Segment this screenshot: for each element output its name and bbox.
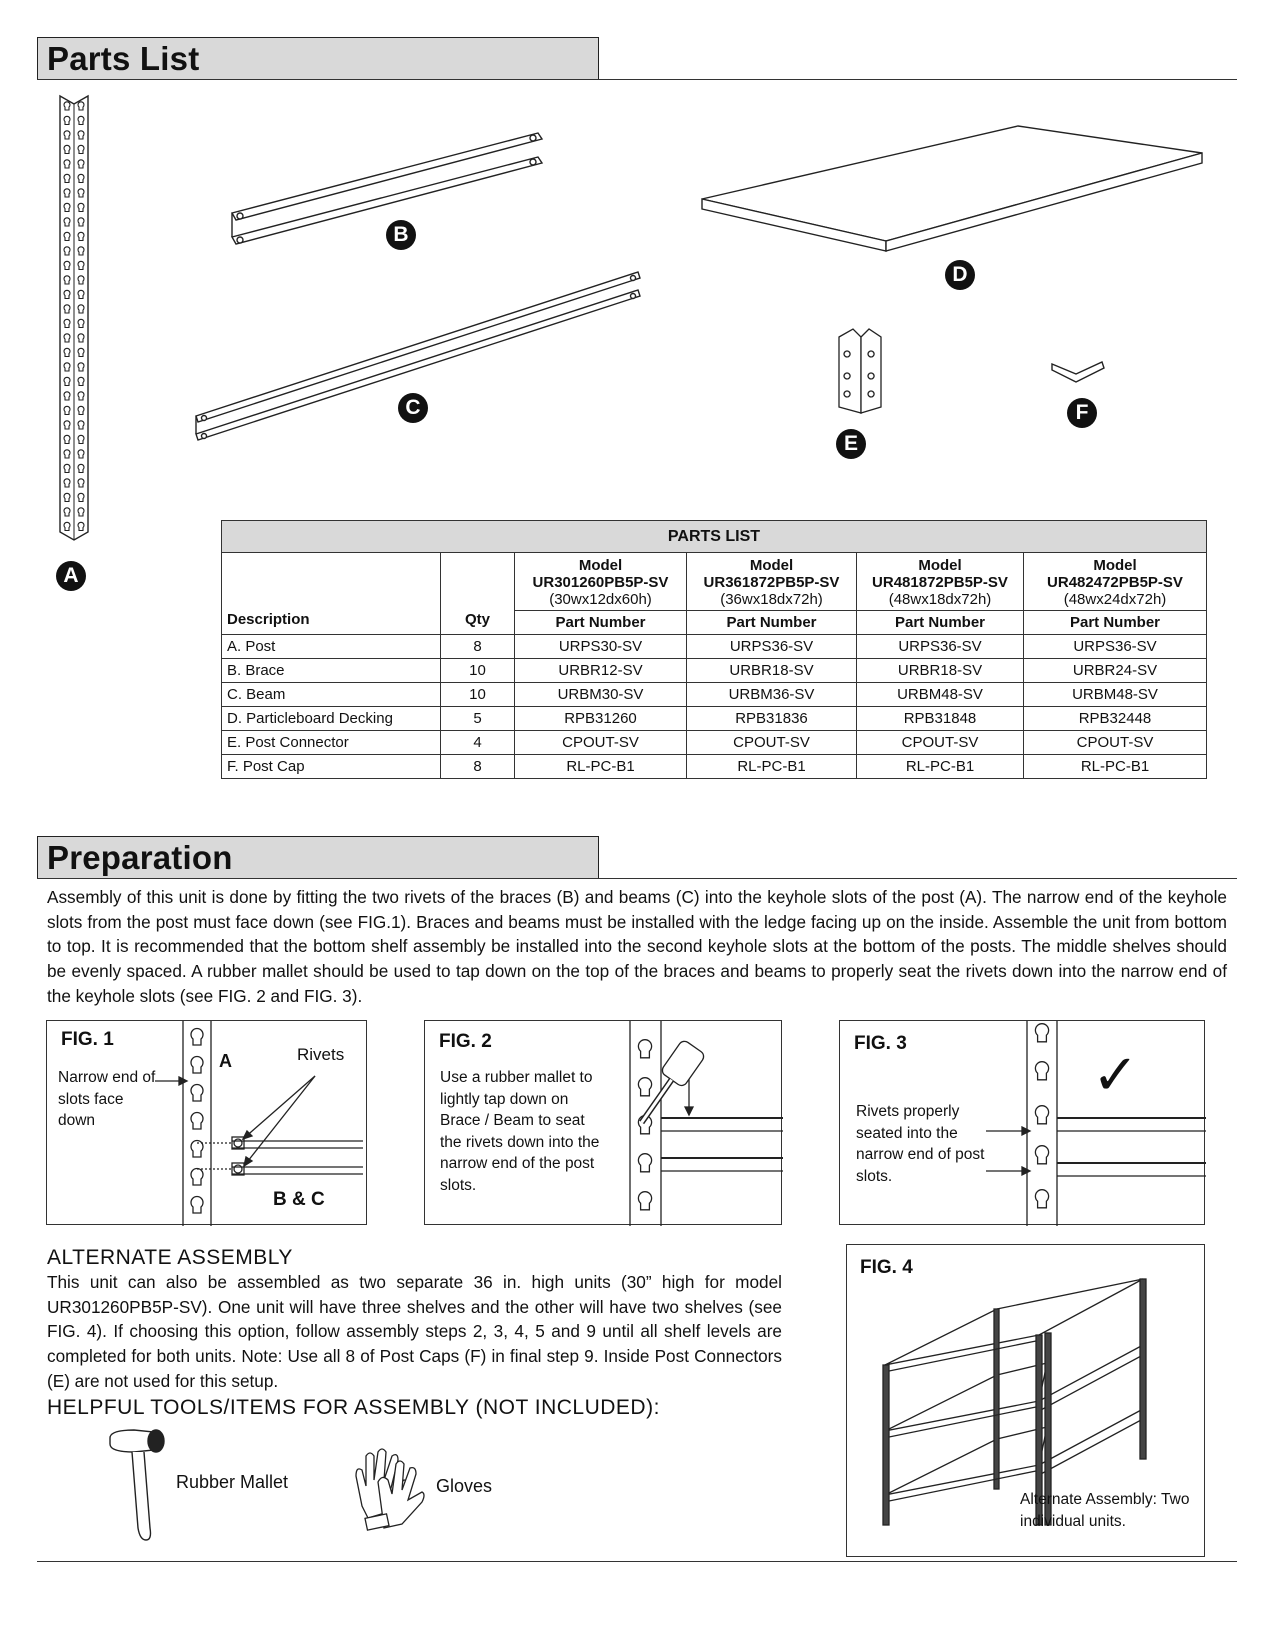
row-part-number: URBM30-SV xyxy=(515,683,687,707)
row-part-number: URBR24-SV xyxy=(1024,659,1207,683)
alternate-heading: ALTERNATE ASSEMBLY xyxy=(47,1246,293,1269)
row-description: C. Beam xyxy=(222,683,441,707)
row-part-number: URBM48-SV xyxy=(857,683,1024,707)
part-label-c: C xyxy=(398,393,428,423)
row-part-number: RL-PC-B1 xyxy=(1024,755,1207,779)
row-description: A. Post xyxy=(222,635,441,659)
keyhole-slot xyxy=(191,1029,203,1045)
fig-3 xyxy=(839,1020,1205,1225)
keyhole-slot xyxy=(1035,1062,1048,1080)
fig-2 xyxy=(424,1020,782,1225)
fig-1-label-a: A xyxy=(219,1051,232,1071)
row-part-number: URPS36-SV xyxy=(687,635,857,659)
row-part-number: RPB32448 xyxy=(1024,707,1207,731)
row-part-number: CPOUT-SV xyxy=(857,731,1024,755)
parts-table-title: PARTS LIST xyxy=(222,521,1207,553)
row-qty: 10 xyxy=(441,683,515,707)
part-number-header: Part Number xyxy=(857,611,1024,635)
row-description: B. Brace xyxy=(222,659,441,683)
keyhole-slot xyxy=(638,1078,651,1096)
row-part-number: RL-PC-B1 xyxy=(515,755,687,779)
keyhole-slot xyxy=(191,1113,203,1129)
alternate-body: This unit can also be assembled as two separate 36 in. high units (30” high for model UR301260PB5P-SV). One unit will have three shelves and the other will have two shelves (see FIG. 4). If choosing this option, follow assembly steps 2, 3, 4, 5 and 9 until all shelf levels are completed for both units. Note: Use all 8 of Post Caps (F) in final step 9. Inside Post Connectors (E) are not used for this setup. xyxy=(47,1272,782,1391)
model-header-4: Model UR482472PB5P-SV (48wx24dx72h) xyxy=(1024,553,1207,611)
parts-table-row xyxy=(222,659,1207,683)
parts-table-row xyxy=(222,635,1207,659)
parts-list-heading xyxy=(37,37,599,79)
parts-list-title: Parts List xyxy=(47,40,200,77)
part-label-f: F xyxy=(1067,398,1097,428)
parts-table-row xyxy=(222,707,1207,731)
part-number-header: Part Number xyxy=(687,611,857,635)
row-part-number: CPOUT-SV xyxy=(687,731,857,755)
footer-rule xyxy=(37,1561,1237,1562)
fig-4 xyxy=(846,1244,1205,1557)
model-header-3: Model UR481872PB5P-SV (48wx18dx72h) xyxy=(857,553,1024,611)
fig-3-text: Rivets properly seated into the narrow end of post slots. xyxy=(856,1103,985,1185)
fig-1-label-rivets: Rivets xyxy=(297,1045,345,1064)
fig-1 xyxy=(46,1020,367,1225)
part-number-header: Part Number xyxy=(1024,611,1207,635)
fig-4-title: FIG. 4 xyxy=(860,1257,913,1278)
mallet-icon xyxy=(104,1428,172,1546)
keyhole-slot xyxy=(638,1154,651,1172)
model-header-1: Model UR301260PB5P-SV (30wx12dx60h) xyxy=(515,553,687,611)
row-part-number: URBR18-SV xyxy=(857,659,1024,683)
row-part-number: RL-PC-B1 xyxy=(687,755,857,779)
row-description: D. Particleboard Decking xyxy=(222,707,441,731)
preparation-body: Assembly of this unit is done by fitting the two rivets of the braces (B) and beams (C) into the keyhole slots of the post (A). The narrow end of the keyhole slots from the post must face down (see FIG.1). Braces and beams must be installed with the ledge facing up on the inside. Assemble the unit from bottom to top. It is recommended that the bottom shelf assembly be installed into the second keyhole slots at the bottom of the posts. The middle shelves should be evenly spaced. A rubber mallet should be used to tap down on the top of the braces and beams to properly seat the rivets down into the narrow end of the keyhole slots (see FIG. 2 and FIG. 3). xyxy=(47,887,1227,1006)
parts-table-row xyxy=(222,683,1207,707)
row-part-number: CPOUT-SV xyxy=(515,731,687,755)
parts-table-row xyxy=(222,755,1207,779)
tools-heading: HELPFUL TOOLS/ITEMS FOR ASSEMBLY (NOT INCLUDED): xyxy=(47,1396,660,1419)
part-label-a: A xyxy=(56,561,86,591)
row-part-number: RPB31836 xyxy=(687,707,857,731)
fig-3-diagram xyxy=(840,1021,1206,1226)
post-illustration xyxy=(58,94,92,544)
preparation-title: Preparation xyxy=(47,839,233,876)
row-part-number: URBM48-SV xyxy=(1024,683,1207,707)
row-part-number: URBM36-SV xyxy=(687,683,857,707)
row-part-number: CPOUT-SV xyxy=(1024,731,1207,755)
fig-3-title: FIG. 3 xyxy=(854,1033,907,1054)
tool-label-mallet: Rubber Mallet xyxy=(176,1472,289,1492)
preparation-rule xyxy=(37,878,1237,879)
part-label-d: D xyxy=(945,260,975,290)
row-qty: 8 xyxy=(441,635,515,659)
keyhole-slot xyxy=(191,1197,203,1213)
parts-list-rule xyxy=(37,79,1237,80)
row-part-number: RPB31848 xyxy=(857,707,1024,731)
part-label-e: E xyxy=(836,429,866,459)
row-part-number: RL-PC-B1 xyxy=(857,755,1024,779)
keyhole-slot xyxy=(191,1057,203,1073)
beam-illustration xyxy=(192,270,652,450)
fig-2-text: Use a rubber mallet to lightly tap down on Brace / Beam to seat the rivets down into the narrow end of the post slots. xyxy=(440,1069,600,1194)
fig-3-check-icon: ✓ xyxy=(1092,1043,1139,1106)
gloves-icon xyxy=(352,1446,428,1536)
fig-2-diagram xyxy=(425,1021,783,1226)
fig-1-title: FIG. 1 xyxy=(61,1029,114,1050)
keyhole-slot xyxy=(1035,1190,1048,1208)
row-part-number: RPB31260 xyxy=(515,707,687,731)
fig-4-caption: Alternate Assembly: Two individual units. xyxy=(1020,1491,1190,1530)
keyhole-slot xyxy=(638,1192,651,1210)
row-qty: 8 xyxy=(441,755,515,779)
row-part-number: URPS36-SV xyxy=(1024,635,1207,659)
description-header: Description xyxy=(222,553,441,635)
row-part-number: URBR12-SV xyxy=(515,659,687,683)
keyhole-slot xyxy=(638,1040,651,1058)
tool-label-gloves: Gloves xyxy=(436,1476,493,1496)
row-part-number: URPS36-SV xyxy=(857,635,1024,659)
part-label-b: B xyxy=(386,220,416,250)
keyhole-slot xyxy=(1035,1146,1048,1164)
parts-table xyxy=(221,520,1207,779)
fig-1-text: Narrow end of slots face down xyxy=(58,1069,156,1129)
keyhole-slot xyxy=(1035,1106,1048,1124)
qty-header: Qty xyxy=(441,553,515,635)
part-number-header: Part Number xyxy=(515,611,687,635)
keyhole-slot xyxy=(1035,1024,1048,1042)
post-cap-illustration xyxy=(1050,360,1106,386)
model-header-2: Model UR361872PB5P-SV (36wx18dx72h) xyxy=(687,553,857,611)
row-qty: 5 xyxy=(441,707,515,731)
row-description: E. Post Connector xyxy=(222,731,441,755)
keyhole-slot xyxy=(191,1169,203,1185)
row-description: F. Post Cap xyxy=(222,755,441,779)
fig-2-title: FIG. 2 xyxy=(439,1031,492,1052)
row-part-number: URPS30-SV xyxy=(515,635,687,659)
decking-illustration xyxy=(700,123,1205,263)
row-qty: 10 xyxy=(441,659,515,683)
parts-table-row xyxy=(222,731,1207,755)
row-qty: 4 xyxy=(441,731,515,755)
keyhole-slot xyxy=(191,1085,203,1101)
fig-1-label-bc: B & C xyxy=(273,1189,325,1210)
row-part-number: URBR18-SV xyxy=(687,659,857,683)
post-connector-illustration xyxy=(835,327,885,417)
preparation-heading xyxy=(37,836,599,878)
